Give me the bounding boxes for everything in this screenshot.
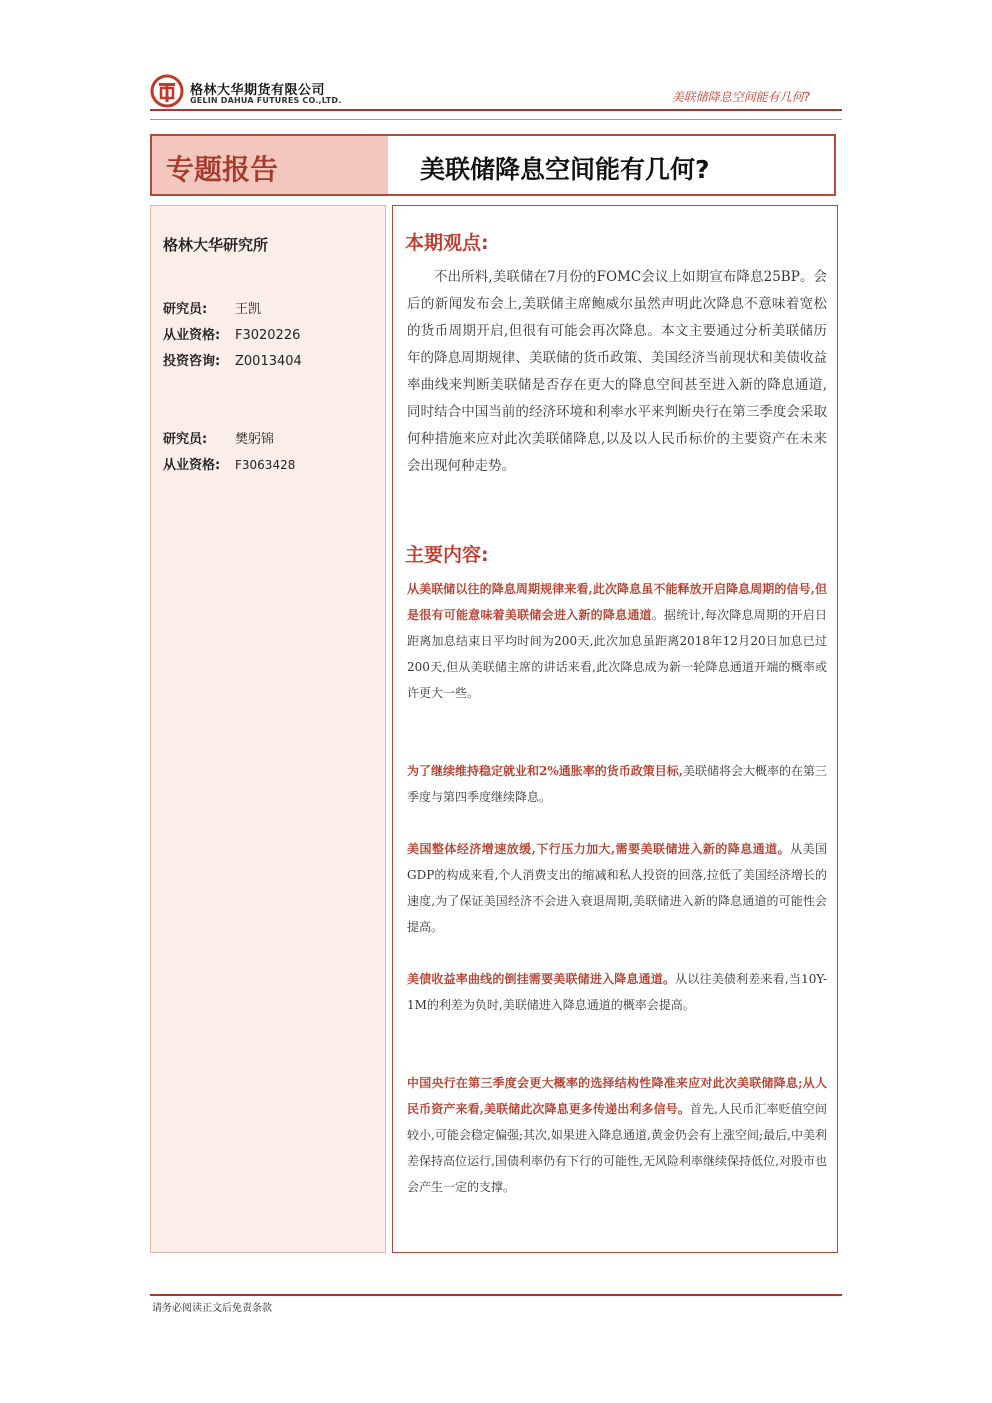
researcher-label: 研究员: [163, 432, 208, 447]
content-highlight: 中国央行在第三季度会更大概率的选择结构性降准来应对此次美联储降息;从人民币资产来看,美联储此次降息更多传递出利多信号。 [407, 1076, 827, 1116]
analyst2-qualification-row [163, 454, 295, 473]
header-divider-thin [150, 119, 842, 120]
footer-disclaimer: 请务必阅读正文后免责条款 [152, 1303, 272, 1314]
content-paragraph [407, 836, 827, 940]
content-paragraph [407, 966, 827, 1018]
qualification-label: 从业资格: [163, 458, 221, 473]
content-text: 从美国GDP的构成来看,个人消费支出的缩减和私人投资的回落,拉低了美国经济增长的速度,为了保证美国经济不会进入衰退周期,美联储进入新的降息通道的可能性会提高。 [407, 842, 827, 934]
consulting-label: 投资咨询: [163, 354, 221, 369]
author-sidebar [150, 205, 386, 1253]
viewpoint-paragraph: 不出所料,美联储在7月份的FOMC会议上如期宣布降息25BP。会后的新闻发布会上,美联储主席鲍威尔虽然声明此次降息不意味着宽松的货币周期开启,但很有可能会再次降息。本文主要通过分析美联储历年的降息周期规律、美联储的货币政策、美国经济当前现状和美债收益率曲线来判断美联储是否存在更大的降息空间甚至进入新的降息通道,同时结合中国当前的经济环境和利率水平来判断央行在第三季度会采取何种措施来应对此次美联储降息,以及以人民币标价的主要资产在未来会出现何种走势。 [407, 269, 827, 474]
content-heading: 主要内容: [405, 544, 489, 566]
qualification-id: F3063428 [235, 458, 296, 472]
analyst2-researcher-row [163, 428, 274, 447]
content-text: 首先,人民币汇率贬值空间较小,可能会稳定偏强;其次,如果进入降息通道,黄金仍会有上涨空间;最后,中美利差保持高位运行,国债利率仍有下行的可能性,无风险利率继续保持低位,对股市也会产生一定的支撑。 [407, 1102, 827, 1194]
researcher-label: 研究员: [163, 302, 208, 317]
footer-divider [150, 1294, 842, 1296]
company-name-en: GELIN DAHUA FUTURES CO.,LTD. [190, 96, 342, 105]
content-highlight: 美国整体经济增速放缓,下行压力加大,需要美联储进入新的降息通道。 [407, 842, 791, 856]
consulting-id: Z0013404 [235, 354, 302, 369]
content-text: 。据统计,每次降息周期的开启日距离加息结束日平均时间为200天,此次加息虽距离2018年12月20日加息已过200天,但从美联储主席的讲话来看,此次降息成为新一轮降息通道开端的概率或许更大一些。 [407, 608, 827, 700]
header-divider [150, 109, 842, 111]
content-paragraph [407, 576, 827, 706]
analyst1-qualification-row [163, 324, 300, 343]
company-logo [150, 74, 184, 108]
viewpoint-heading: 本期观点: [405, 232, 489, 254]
content-highlight: 从美联储以往的降息周期规律来看,此次降息虽不能释放开启降息周期的信号,但是很有可能意味着美联储会进入新的降息通道 [407, 582, 827, 622]
analyst1-researcher-row [163, 298, 261, 317]
researcher-name: 樊躬锦 [235, 432, 275, 447]
report-type-band [152, 136, 388, 194]
qualification-label: 从业资格: [163, 328, 221, 343]
company-name-cn: 格林大华期货有限公司 [190, 83, 326, 98]
content-highlight: 为了继续维持稳定就业和2%通胀率的货币政策目标, [407, 764, 683, 778]
report-title: 美联储降息空间能有几何? [420, 155, 710, 184]
content-text: 从以往美债利差来看,当10Y-1M的利差为负时,美联储进入降息通道的概率会提高。 [407, 972, 827, 1012]
content-highlight: 美债收益率曲线的倒挂需要美联储进入降息通道。 [407, 972, 676, 986]
running-title: 美联储降息空间能有几何? [671, 90, 810, 104]
main-content-panel [392, 205, 838, 1253]
content-paragraph [407, 1070, 827, 1200]
analyst1-consulting-row [163, 350, 302, 369]
title-banner [150, 134, 836, 196]
content-text: 美联储将会大概率的在第三季度与第四季度继续降息。 [407, 764, 827, 804]
researcher-name: 王凯 [235, 302, 262, 317]
institute-name: 格林大华研究所 [163, 236, 269, 254]
qualification-id: F3020226 [235, 328, 301, 343]
content-paragraph [407, 758, 827, 810]
report-type: 专题报告 [166, 153, 279, 186]
